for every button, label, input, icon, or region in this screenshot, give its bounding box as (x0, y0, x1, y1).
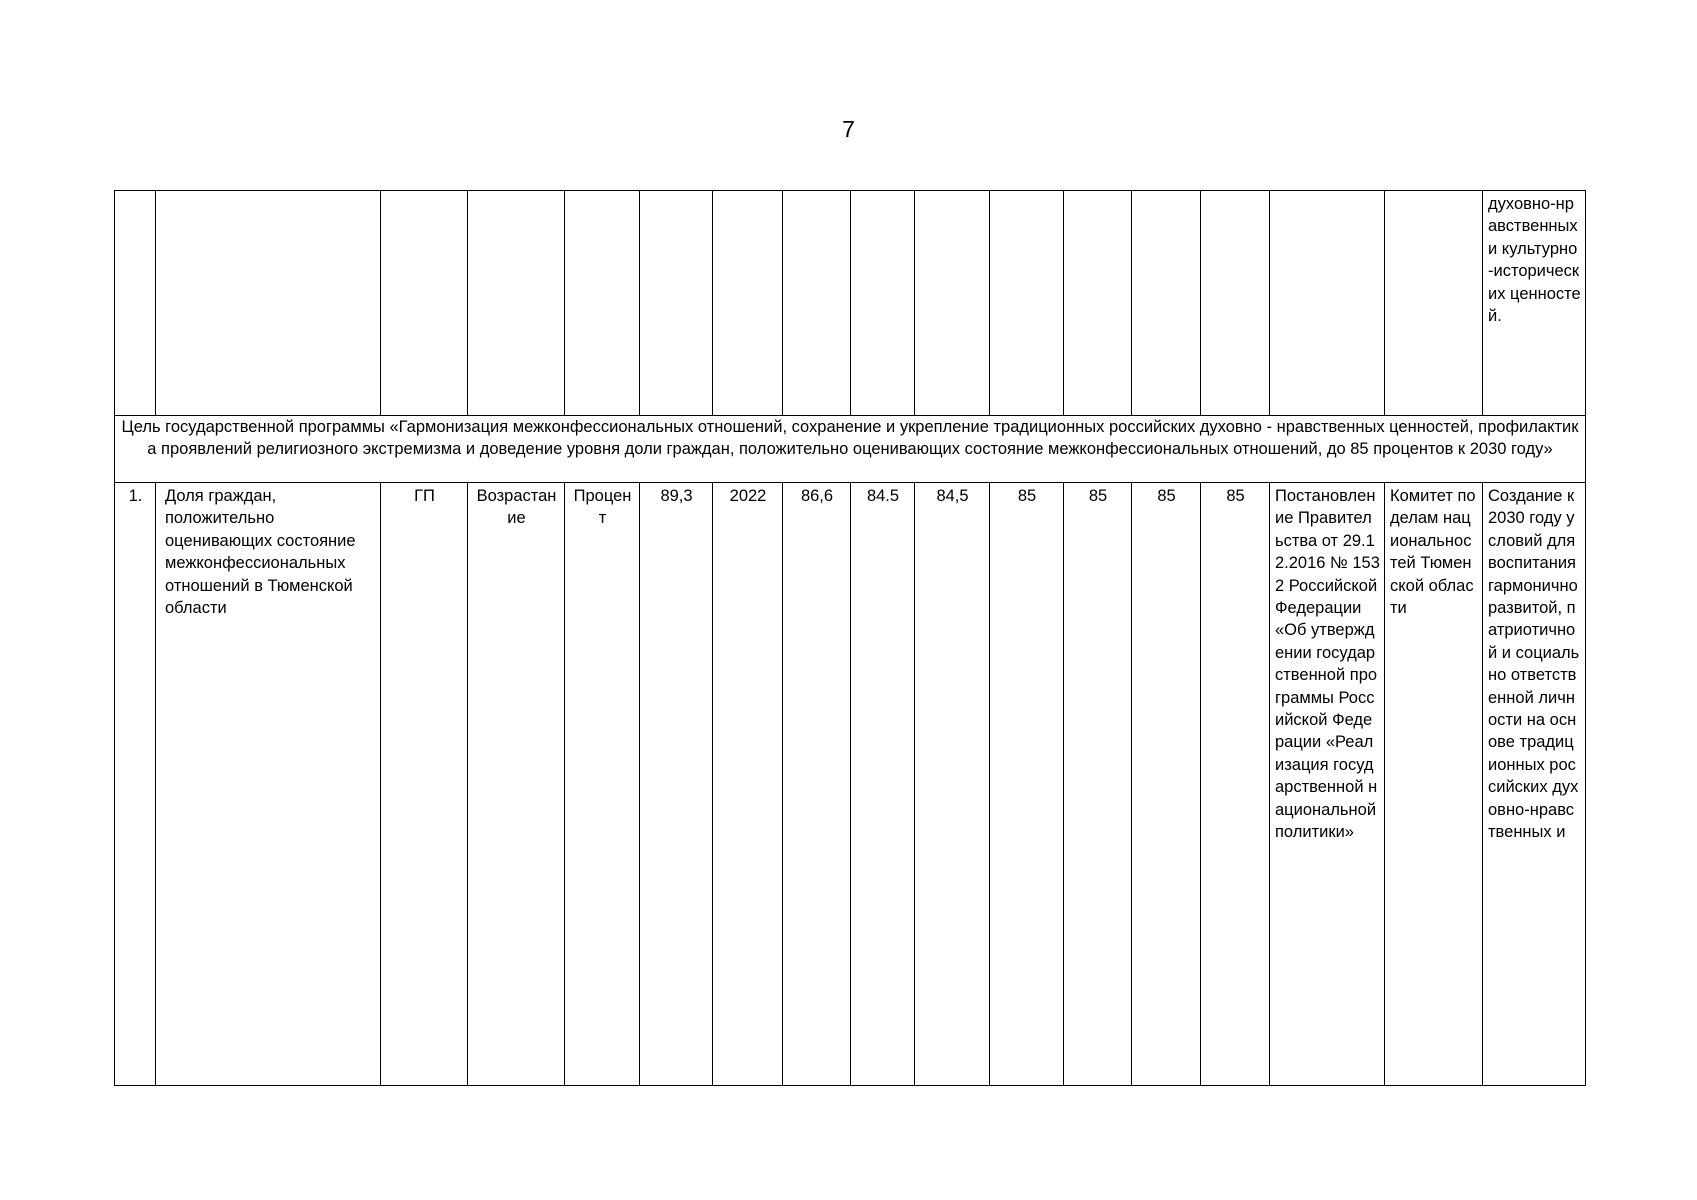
cell-empty (915, 191, 990, 416)
value-cell-6: 85 (1132, 483, 1201, 1086)
base-year-cell: 2022 (713, 483, 783, 1086)
value-cell-4: 85 (990, 483, 1064, 1086)
cell-empty (1132, 191, 1201, 416)
base-value-cell: 89,3 (640, 483, 713, 1086)
link-goal-cell: Создание к 2030 году условий для воспитания гармонично развитой, патриотичной и социально ответственной личности на основе традиционных российских духовно-нравственных и (1483, 483, 1586, 1086)
value-cell-2: 84.5 (851, 483, 915, 1086)
cell-empty (156, 191, 381, 416)
program-goal-cell: Цель государственной программы «Гармонизация межконфессиональных отношений, сохранение и укрепление традиционных российских духовно - нравственных ценностей, профилактика проявлений религиозного экстремизма и доведение уровня доли граждан, положительно оценивающих состояние межконфессиональных отношений, до 85 процентов к 2030 году» (115, 416, 1586, 483)
page-number: 7 (842, 116, 855, 142)
continuation-row (115, 191, 1586, 416)
cell-empty (565, 191, 640, 416)
continuation-link-goal-cell: духовно-нравственных и культурно-исторических ценностей. (1483, 191, 1586, 416)
indicator-name-cell: Доля граждан, положительно оценивающих состояние межконфессиональных отношений в Тюменской области (156, 483, 381, 1086)
value-cell-3: 84,5 (915, 483, 990, 1086)
indicator-number-cell: 1. (115, 483, 156, 1086)
cell-empty (640, 191, 713, 416)
cell-empty (1385, 191, 1483, 416)
cell-empty (851, 191, 915, 416)
indicators-table (114, 190, 1586, 1086)
cell-empty (1201, 191, 1270, 416)
goal-row (115, 416, 1586, 483)
indicator-trend-cell: Возрастание (468, 483, 565, 1086)
value-cell-1: 86,6 (783, 483, 851, 1086)
cell-empty (381, 191, 468, 416)
cell-empty (990, 191, 1064, 416)
cell-empty (1064, 191, 1132, 416)
indicator-row (115, 483, 1586, 1086)
value-cell-7: 85 (1201, 483, 1270, 1086)
indicator-unit-cell: Процент (565, 483, 640, 1086)
cell-empty (115, 191, 156, 416)
document-cell: Постановление Правительства от 29.12.2016 № 1532 Российской Федерации «Об утверждении государственной программы Российской Федерации «Реализация государственной национальной политики» (1270, 483, 1385, 1086)
indicator-level-cell: ГП (381, 483, 468, 1086)
cell-empty (713, 191, 783, 416)
cell-empty (783, 191, 851, 416)
cell-empty (1270, 191, 1385, 416)
cell-empty (468, 191, 565, 416)
responsible-cell: Комитет по делам национальностей Тюменской области (1385, 483, 1483, 1086)
value-cell-5: 85 (1064, 483, 1132, 1086)
